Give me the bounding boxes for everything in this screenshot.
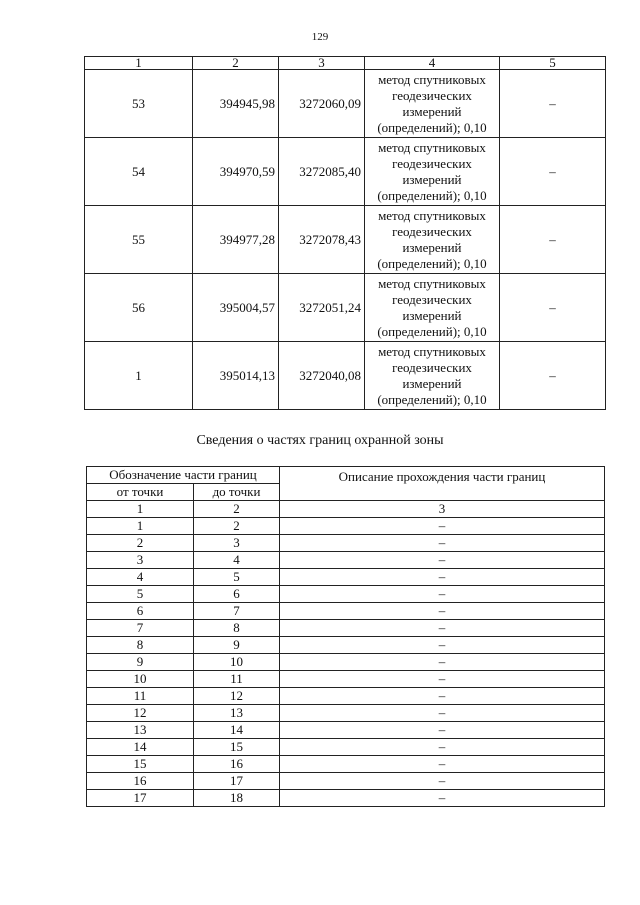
from-point: 3 [87, 552, 194, 569]
boundary-row [87, 552, 605, 569]
coordinates-header-row [85, 57, 606, 70]
to-point: 17 [194, 773, 280, 790]
part-description: – [280, 790, 605, 807]
from-point-header: от точки [87, 484, 194, 501]
x-coordinate: 395014,13 [193, 342, 279, 410]
coordinate-row [85, 138, 606, 206]
method-description [365, 138, 500, 206]
boundary-row [87, 586, 605, 603]
boundary-row [87, 603, 605, 620]
from-point: 8 [87, 637, 194, 654]
method-line: измерений [402, 239, 462, 255]
coordinate-row [85, 206, 606, 274]
x-coordinate: 394977,28 [193, 206, 279, 274]
to-point: 7 [194, 603, 280, 620]
column-numbering-row [87, 501, 605, 518]
to-point: 12 [194, 688, 280, 705]
boundary-row [87, 518, 605, 535]
from-point: 17 [87, 790, 194, 807]
method-line: метод спутниковых [378, 275, 486, 291]
x-coordinate: 394945,98 [193, 70, 279, 138]
from-point: 4 [87, 569, 194, 586]
boundary-row [87, 773, 605, 790]
column-header: 5 [500, 57, 606, 70]
boundary-header-row [87, 467, 605, 484]
section-title: Сведения о частях границ охранной зоны [196, 433, 444, 448]
coordinates-table [84, 56, 606, 410]
column-header: 1 [85, 57, 193, 70]
col5-value: – [500, 274, 606, 342]
to-point: 10 [194, 654, 280, 671]
description-header: Описание прохождения части границ [280, 467, 605, 501]
boundary-row [87, 790, 605, 807]
to-point: 3 [194, 535, 280, 552]
group-header: Обозначение части границ [87, 467, 280, 484]
y-coordinate: 3272085,40 [279, 138, 365, 206]
to-point: 15 [194, 739, 280, 756]
coordinate-row [85, 70, 606, 138]
x-coordinate: 394970,59 [193, 138, 279, 206]
from-point: 9 [87, 654, 194, 671]
method-line: (определений); 0,10 [377, 323, 487, 339]
column-header: 3 [279, 57, 365, 70]
method-line: измерений [402, 307, 462, 323]
point-number: 1 [85, 342, 193, 410]
from-point: 12 [87, 705, 194, 722]
boundary-parts-table [86, 466, 605, 807]
part-description: – [280, 518, 605, 535]
part-description: – [280, 722, 605, 739]
from-point: 5 [87, 586, 194, 603]
method-line: измерений [402, 375, 462, 391]
part-description: – [280, 739, 605, 756]
from-point: 13 [87, 722, 194, 739]
column-header: 4 [365, 57, 500, 70]
coordinate-row [85, 274, 606, 342]
to-point: 14 [194, 722, 280, 739]
method-line: метод спутниковых [378, 343, 486, 359]
method-line: (определений); 0,10 [377, 255, 487, 271]
from-point: 16 [87, 773, 194, 790]
point-number: 55 [85, 206, 193, 274]
column-number: 1 [87, 501, 194, 518]
col5-value: – [500, 70, 606, 138]
part-description: – [280, 535, 605, 552]
to-point: 8 [194, 620, 280, 637]
from-point: 6 [87, 603, 194, 620]
method-line: метод спутниковых [378, 207, 486, 223]
column-number: 2 [194, 501, 280, 518]
to-point: 2 [194, 518, 280, 535]
part-description: – [280, 773, 605, 790]
page-number: 129 [311, 31, 329, 43]
y-coordinate: 3272078,43 [279, 206, 365, 274]
boundary-row [87, 688, 605, 705]
method-line: геодезических [392, 223, 472, 239]
method-description [365, 274, 500, 342]
boundary-row [87, 756, 605, 773]
part-description: – [280, 603, 605, 620]
to-point-header: до точки [194, 484, 280, 501]
method-line: (определений); 0,10 [377, 187, 487, 203]
col5-value: – [500, 342, 606, 410]
part-description: – [280, 705, 605, 722]
to-point: 16 [194, 756, 280, 773]
to-point: 18 [194, 790, 280, 807]
part-description: – [280, 756, 605, 773]
from-point: 11 [87, 688, 194, 705]
method-line: геодезических [392, 359, 472, 375]
method-line: геодезических [392, 155, 472, 171]
from-point: 1 [87, 518, 194, 535]
to-point: 4 [194, 552, 280, 569]
boundary-row [87, 705, 605, 722]
boundary-row [87, 654, 605, 671]
y-coordinate: 3272040,08 [279, 342, 365, 410]
from-point: 7 [87, 620, 194, 637]
coordinate-row [85, 342, 606, 410]
boundary-row [87, 671, 605, 688]
boundary-row [87, 569, 605, 586]
method-description [365, 342, 500, 410]
boundary-row [87, 637, 605, 654]
part-description: – [280, 637, 605, 654]
y-coordinate: 3272060,09 [279, 70, 365, 138]
method-line: метод спутниковых [378, 71, 486, 87]
part-description: – [280, 654, 605, 671]
to-point: 13 [194, 705, 280, 722]
point-number: 56 [85, 274, 193, 342]
col5-value: – [500, 138, 606, 206]
method-description [365, 206, 500, 274]
boundary-row [87, 620, 605, 637]
part-description: – [280, 688, 605, 705]
method-line: метод спутниковых [378, 139, 486, 155]
part-description: – [280, 671, 605, 688]
boundary-row [87, 722, 605, 739]
boundary-row [87, 535, 605, 552]
to-point: 9 [194, 637, 280, 654]
method-description [365, 70, 500, 138]
y-coordinate: 3272051,24 [279, 274, 365, 342]
method-line: (определений); 0,10 [377, 119, 487, 135]
point-number: 53 [85, 70, 193, 138]
to-point: 6 [194, 586, 280, 603]
x-coordinate: 395004,57 [193, 274, 279, 342]
method-line: измерений [402, 103, 462, 119]
part-description: – [280, 620, 605, 637]
method-line: измерений [402, 171, 462, 187]
method-line: геодезических [392, 87, 472, 103]
to-point: 5 [194, 569, 280, 586]
column-header: 2 [193, 57, 279, 70]
from-point: 2 [87, 535, 194, 552]
part-description: – [280, 586, 605, 603]
boundary-row [87, 739, 605, 756]
to-point: 11 [194, 671, 280, 688]
column-number: 3 [280, 501, 605, 518]
part-description: – [280, 552, 605, 569]
part-description: – [280, 569, 605, 586]
from-point: 15 [87, 756, 194, 773]
from-point: 14 [87, 739, 194, 756]
method-line: (определений); 0,10 [377, 391, 487, 407]
col5-value: – [500, 206, 606, 274]
point-number: 54 [85, 138, 193, 206]
from-point: 10 [87, 671, 194, 688]
method-line: геодезических [392, 291, 472, 307]
